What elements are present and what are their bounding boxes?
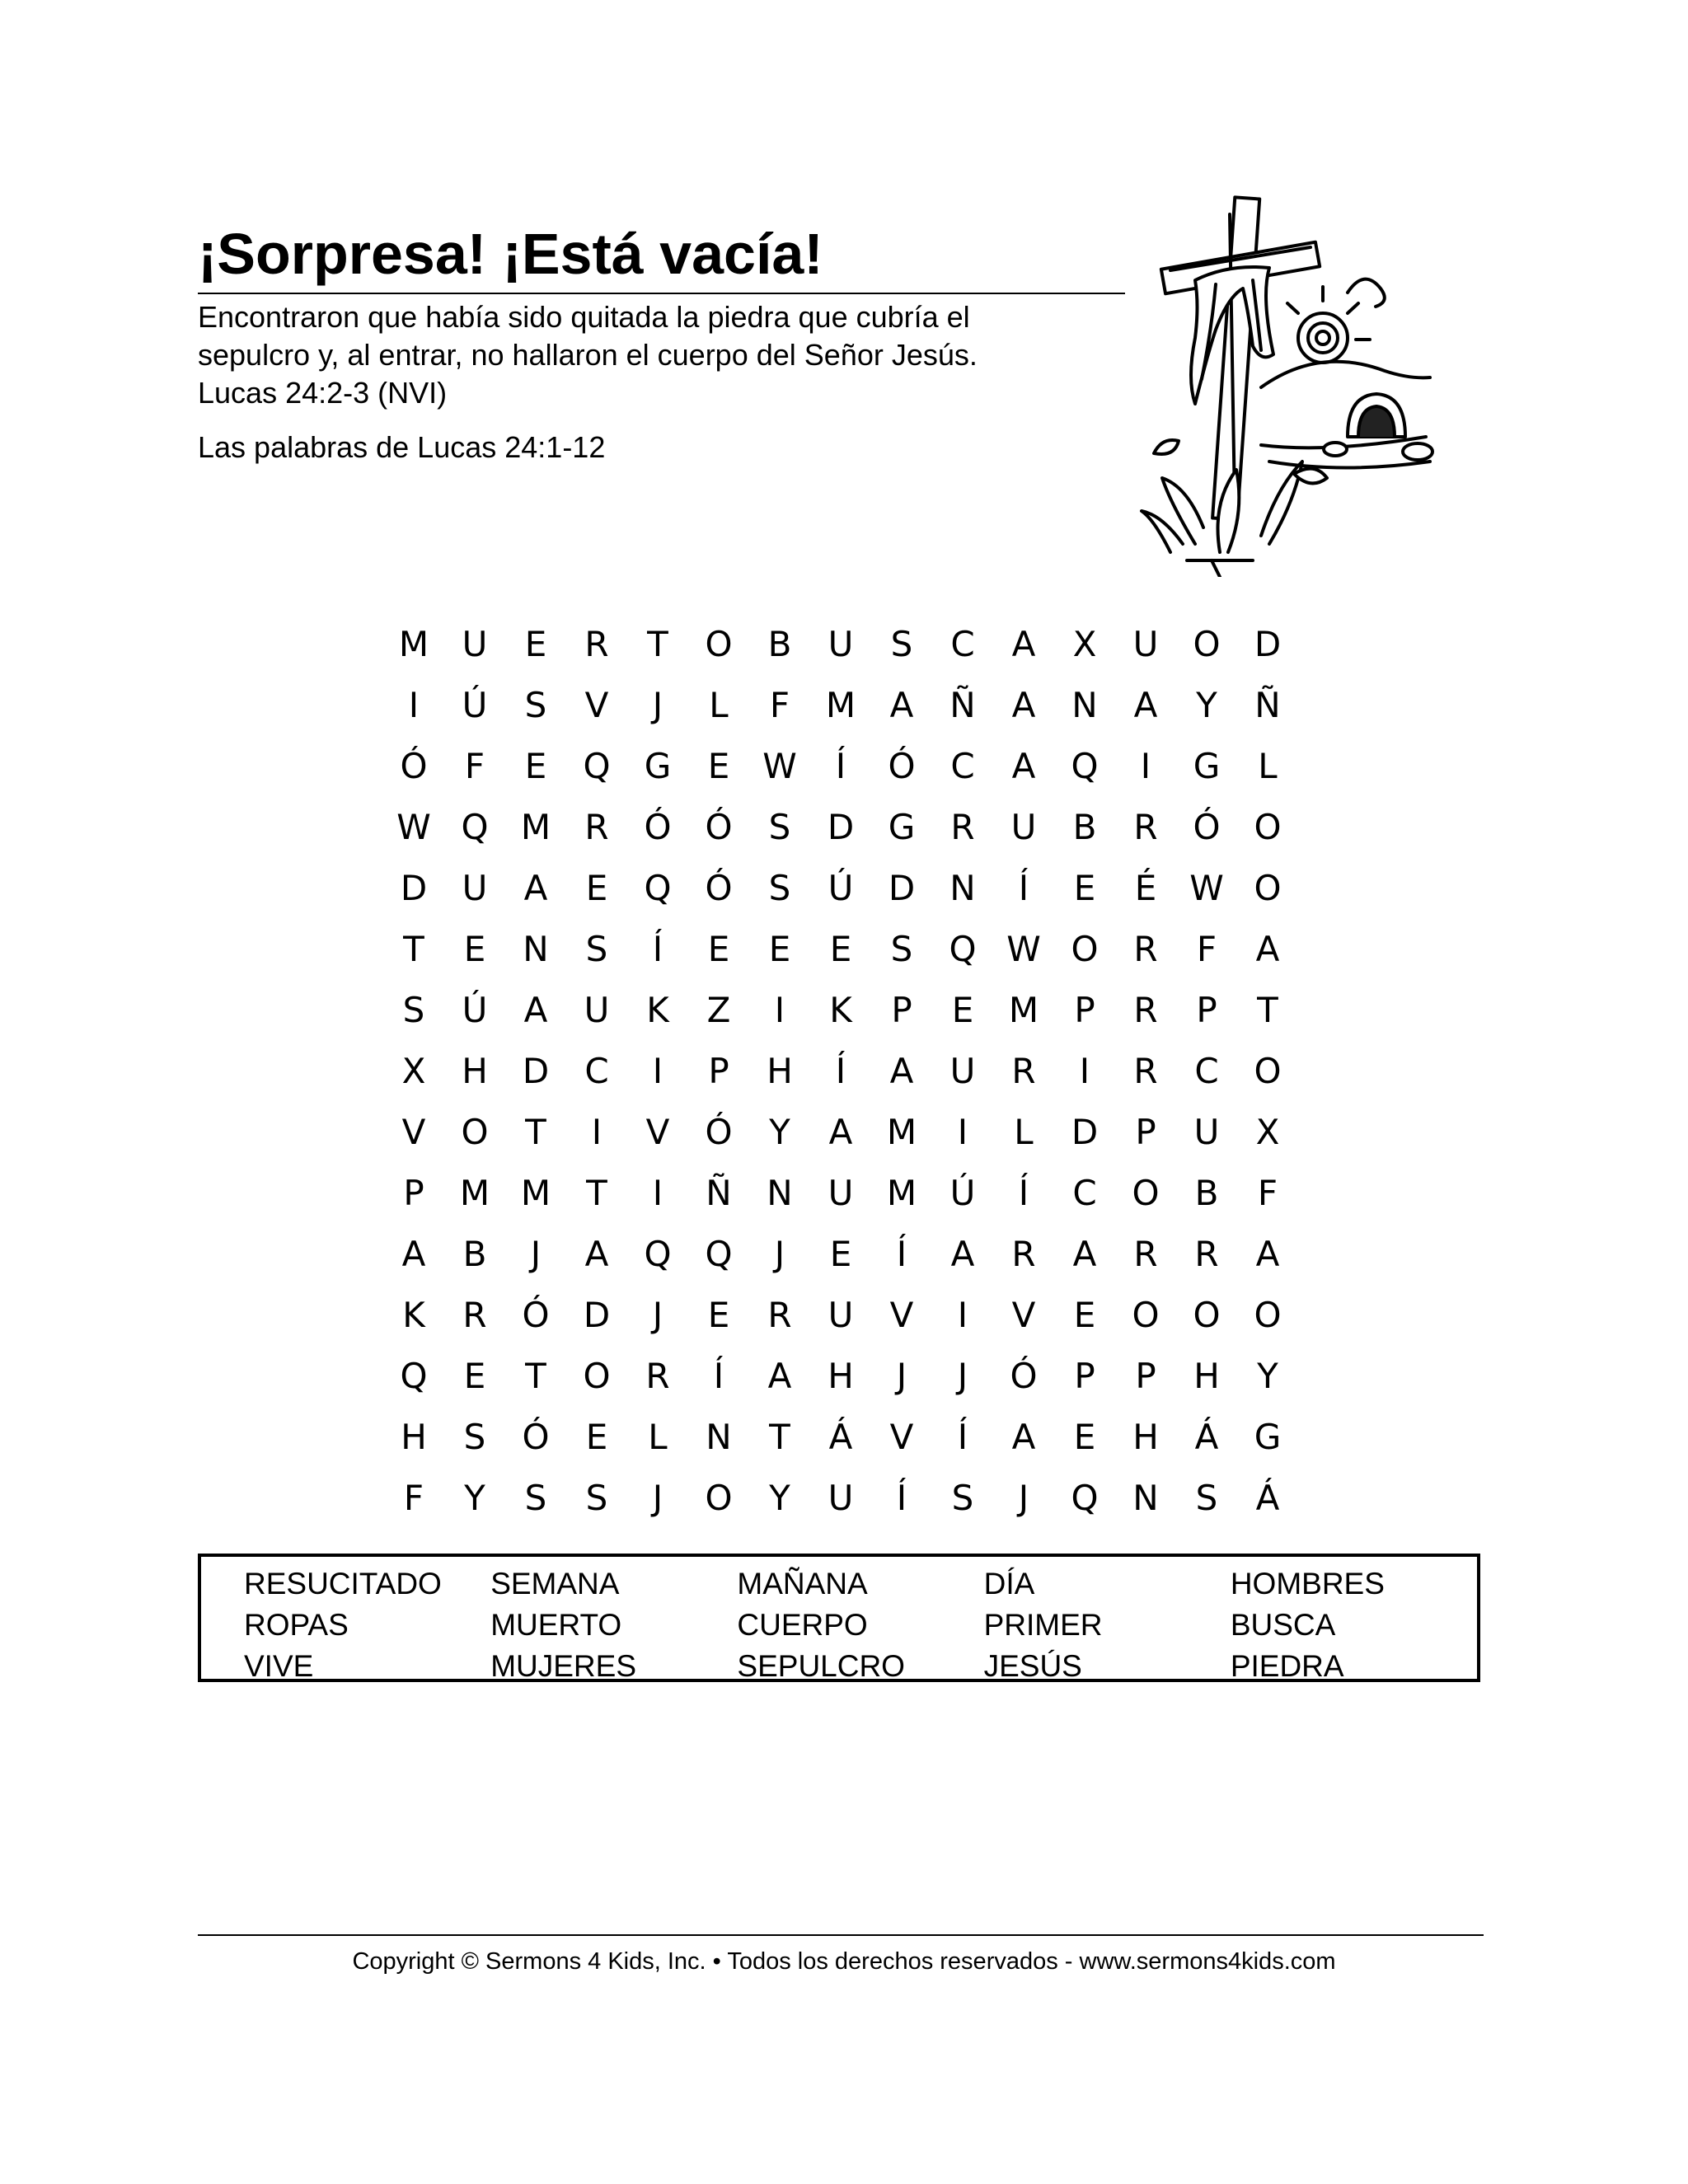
grid-letter[interactable]: E <box>585 868 608 908</box>
grid-letter[interactable]: A <box>828 1112 853 1152</box>
grid-letter[interactable]: D <box>888 868 916 908</box>
grid-letter[interactable]: O <box>1254 1295 1282 1335</box>
grid-letter[interactable]: I <box>652 1173 663 1213</box>
grid-letter[interactable]: Ó <box>705 807 733 847</box>
grid-letter[interactable]: Y <box>769 1112 790 1152</box>
grid-letter[interactable]: I <box>1140 746 1151 786</box>
grid-letter[interactable]: F <box>769 685 790 725</box>
grid-letter[interactable]: N <box>523 929 549 969</box>
grid-letter[interactable]: M <box>398 624 429 664</box>
grid-letter[interactable]: Z <box>706 990 731 1030</box>
grid-letter[interactable]: S <box>951 1478 974 1518</box>
grid-letter[interactable]: Ó <box>1193 807 1221 847</box>
grid-letter[interactable]: W <box>396 807 431 847</box>
grid-letter[interactable]: Y <box>1196 685 1217 725</box>
grid-letter[interactable]: O <box>1132 1295 1160 1335</box>
grid-letter[interactable]: N <box>706 1417 732 1457</box>
grid-letter[interactable]: Í <box>896 1234 907 1274</box>
word-bank-word: SEPULCRO <box>737 1649 905 1683</box>
grid-letter[interactable]: E <box>707 1295 730 1335</box>
grid-letter[interactable]: R <box>584 807 609 847</box>
grid-letter[interactable]: B <box>1072 807 1097 847</box>
grid-letter[interactable]: X <box>1255 1112 1280 1152</box>
grid-letter[interactable]: F <box>1257 1173 1278 1213</box>
grid-letter[interactable]: Í <box>652 929 663 969</box>
grid-letter[interactable]: B <box>767 624 792 664</box>
grid-letter[interactable]: Ñ <box>950 685 976 725</box>
grid-letter[interactable]: Í <box>835 746 846 786</box>
page-title: ¡Sorpresa! ¡Está vacía! <box>198 222 823 286</box>
grid-letter[interactable]: M <box>886 1112 917 1152</box>
grid-letter[interactable]: V <box>401 1112 426 1152</box>
word-bank-word: ROPAS <box>244 1608 349 1642</box>
grid-letter[interactable]: Á <box>828 1417 853 1457</box>
grid-letter[interactable]: H <box>462 1051 488 1091</box>
word-bank-word: MUJERES <box>490 1649 637 1683</box>
grid-letter[interactable]: L <box>648 1417 668 1457</box>
grid-letter[interactable]: T <box>647 624 668 664</box>
grid-letter[interactable]: N <box>767 1173 793 1213</box>
grid-letter[interactable]: A <box>1072 1234 1097 1274</box>
grid-letter[interactable]: A <box>1011 1417 1036 1457</box>
grid-letter[interactable]: W <box>1006 929 1041 969</box>
grid-letter[interactable]: Q <box>400 1356 428 1396</box>
grid-letter[interactable]: E <box>829 929 852 969</box>
grid-letter[interactable]: R <box>584 624 609 664</box>
grid-letter[interactable]: S <box>463 1417 486 1457</box>
grid-letter[interactable]: E <box>829 1234 852 1274</box>
grid-letter[interactable]: R <box>1133 929 1158 969</box>
grid-letter[interactable]: C <box>1072 1173 1097 1213</box>
grid-letter[interactable]: Ó <box>522 1417 550 1457</box>
grid-letter[interactable]: A <box>767 1356 792 1396</box>
grid-letter[interactable]: Q <box>461 807 489 847</box>
grid-row <box>383 1468 1323 1529</box>
grid-letter[interactable]: F <box>1196 929 1217 969</box>
grid-letter[interactable]: P <box>1135 1356 1156 1396</box>
grid-letter[interactable]: K <box>646 990 669 1030</box>
grid-letter[interactable]: T <box>586 1173 607 1213</box>
grid-letter[interactable]: L <box>1258 746 1278 786</box>
grid-row <box>383 1346 1323 1407</box>
grid-letter[interactable]: A <box>1011 746 1036 786</box>
word-search-grid <box>383 614 1323 1529</box>
grid-letter[interactable]: P <box>891 990 912 1030</box>
bible-verse <box>198 298 1129 412</box>
grid-letter[interactable]: R <box>950 807 975 847</box>
grid-letter[interactable]: H <box>1193 1356 1220 1396</box>
grid-letter[interactable]: S <box>768 868 791 908</box>
grid-letter[interactable]: Í <box>835 1051 846 1091</box>
grid-letter[interactable]: U <box>1010 807 1037 847</box>
grid-letter[interactable]: R <box>767 1295 792 1335</box>
grid-letter[interactable]: Í <box>1018 868 1029 908</box>
grid-letter[interactable]: J <box>530 1234 542 1274</box>
grid-letter[interactable]: R <box>1133 990 1158 1030</box>
grid-letter[interactable]: Q <box>583 746 611 786</box>
grid-letter[interactable]: D <box>583 1295 611 1335</box>
grid-letter[interactable]: A <box>1011 624 1036 664</box>
grid-letter[interactable]: A <box>401 1234 426 1274</box>
grid-letter[interactable]: F <box>464 746 485 786</box>
grid-letter[interactable]: S <box>768 807 791 847</box>
grid-letter[interactable]: A <box>889 1051 914 1091</box>
grid-row <box>383 1102 1323 1163</box>
grid-row <box>383 1285 1323 1346</box>
grid-letter[interactable]: U <box>828 624 854 664</box>
grid-letter[interactable]: I <box>774 990 785 1030</box>
grid-letter[interactable]: J <box>896 1356 907 1396</box>
grid-letter[interactable]: J <box>1018 1478 1029 1518</box>
grid-letter[interactable]: S <box>1195 1478 1218 1518</box>
grid-letter[interactable]: U <box>462 624 488 664</box>
grid-letter[interactable]: I <box>957 1295 968 1335</box>
grid-row <box>383 797 1323 858</box>
grid-letter[interactable]: Ó <box>1010 1356 1038 1396</box>
grid-letter[interactable]: T <box>525 1356 546 1396</box>
grid-letter[interactable]: O <box>461 1112 489 1152</box>
grid-letter[interactable]: B <box>1194 1173 1219 1213</box>
grid-letter[interactable]: P <box>1135 1112 1156 1152</box>
word-bank <box>198 1554 1480 1682</box>
grid-letter[interactable]: I <box>957 1112 968 1152</box>
grid-letter[interactable]: Ñ <box>706 1173 732 1213</box>
grid-letter[interactable]: D <box>522 1051 550 1091</box>
word-bank-word: PRIMER <box>983 1608 1103 1642</box>
grid-row <box>383 980 1323 1041</box>
grid-letter[interactable]: M <box>1008 990 1039 1030</box>
grid-letter[interactable]: E <box>1073 868 1096 908</box>
grid-letter[interactable]: C <box>950 746 975 786</box>
grid-letter[interactable]: J <box>957 1356 968 1396</box>
word-bank-row <box>244 1646 1477 1687</box>
grid-letter[interactable]: A <box>950 1234 975 1274</box>
grid-letter[interactable]: O <box>1254 807 1282 847</box>
grid-letter[interactable]: H <box>401 1417 427 1457</box>
grid-letter[interactable]: I <box>408 685 420 725</box>
grid-letter[interactable]: Ú <box>828 868 854 908</box>
verse-line: Encontraron que había sido quitada la piedra que cubría el <box>198 300 970 334</box>
grid-letter[interactable]: G <box>1254 1417 1282 1457</box>
grid-letter[interactable]: M <box>520 1173 551 1213</box>
grid-letter[interactable]: G <box>888 807 916 847</box>
grid-letter[interactable]: R <box>1133 1051 1158 1091</box>
grid-letter[interactable]: D <box>827 807 855 847</box>
grid-letter[interactable]: A <box>523 990 548 1030</box>
grid-letter[interactable]: K <box>402 1295 425 1335</box>
grid-letter[interactable]: H <box>828 1356 854 1396</box>
grid-letter[interactable]: V <box>889 1417 914 1457</box>
grid-letter[interactable]: U <box>828 1478 854 1518</box>
grid-row <box>383 1407 1323 1468</box>
grid-row <box>383 1041 1323 1102</box>
word-bank-row <box>244 1605 1477 1646</box>
grid-letter[interactable]: Y <box>769 1478 790 1518</box>
grid-letter[interactable]: Í <box>957 1417 968 1457</box>
grid-letter[interactable]: Ú <box>462 685 488 725</box>
grid-letter[interactable]: T <box>769 1417 790 1457</box>
grid-letter[interactable]: O <box>583 1356 611 1396</box>
grid-letter[interactable]: P <box>708 1051 729 1091</box>
grid-letter[interactable]: S <box>524 685 547 725</box>
grid-letter[interactable]: S <box>585 1478 608 1518</box>
word-bank-word: DÍA <box>983 1567 1035 1601</box>
word-bank-word: MUERTO <box>490 1608 622 1642</box>
grid-letter[interactable]: E <box>585 1417 608 1457</box>
grid-letter[interactable]: N <box>950 868 976 908</box>
word-bank-word: RESUCITADO <box>244 1567 442 1601</box>
title-divider <box>198 293 1125 294</box>
grid-letter[interactable]: Á <box>1255 1478 1280 1518</box>
grid-letter[interactable]: Ó <box>705 1112 733 1152</box>
grid-letter[interactable]: R <box>1194 1234 1219 1274</box>
grid-letter[interactable]: A <box>1133 685 1158 725</box>
grid-letter[interactable]: G <box>1193 746 1221 786</box>
grid-letter[interactable]: Q <box>949 929 977 969</box>
grid-letter[interactable]: A <box>1255 1234 1280 1274</box>
grid-letter[interactable]: T <box>403 929 424 969</box>
grid-letter[interactable]: H <box>767 1051 793 1091</box>
grid-letter[interactable]: Í <box>896 1478 907 1518</box>
grid-letter[interactable]: I <box>1079 1051 1090 1091</box>
grid-letter[interactable]: U <box>828 1295 854 1335</box>
grid-letter[interactable]: L <box>709 685 729 725</box>
grid-letter[interactable]: P <box>403 1173 424 1213</box>
grid-letter[interactable]: Y <box>464 1478 485 1518</box>
grid-letter[interactable]: M <box>459 1173 490 1213</box>
grid-letter[interactable]: J <box>652 685 663 725</box>
copyright-footer: Copyright © Sermons 4 Kids, Inc. • Todos los derechos reservados - www.sermons4kids.com <box>352 1948 1336 1975</box>
grid-letter[interactable]: N <box>1071 685 1098 725</box>
grid-letter[interactable]: O <box>1254 868 1282 908</box>
grid-letter[interactable]: O <box>1193 1295 1221 1335</box>
scripture-subtitle: Las palabras de Lucas 24:1-12 <box>198 430 606 464</box>
word-bank-word: BUSCA <box>1230 1608 1336 1642</box>
grid-letter[interactable]: D <box>400 868 428 908</box>
grid-letter[interactable]: E <box>707 746 730 786</box>
grid-letter[interactable]: Q <box>1071 746 1099 786</box>
footer-divider <box>198 1934 1484 1936</box>
grid-letter[interactable]: R <box>1133 807 1158 847</box>
grid-letter[interactable]: V <box>645 1112 670 1152</box>
grid-letter[interactable]: S <box>890 929 913 969</box>
grid-letter[interactable]: Á <box>1194 1417 1219 1457</box>
grid-letter[interactable]: A <box>523 868 548 908</box>
grid-letter[interactable]: E <box>768 929 791 969</box>
grid-letter[interactable]: C <box>584 1051 609 1091</box>
grid-letter[interactable]: S <box>890 624 913 664</box>
grid-letter[interactable]: D <box>1254 624 1282 664</box>
grid-letter[interactable]: I <box>591 1112 603 1152</box>
grid-letter[interactable]: R <box>462 1295 487 1335</box>
grid-letter[interactable]: U <box>462 868 488 908</box>
grid-row <box>383 614 1323 675</box>
grid-letter[interactable]: Ó <box>888 746 916 786</box>
grid-letter[interactable]: T <box>525 1112 546 1152</box>
grid-letter[interactable]: N <box>1132 1478 1159 1518</box>
grid-letter[interactable]: F <box>403 1478 424 1518</box>
grid-letter[interactable]: U <box>1193 1112 1220 1152</box>
grid-letter[interactable]: Ó <box>705 868 733 908</box>
grid-letter[interactable]: C <box>950 624 975 664</box>
grid-letter[interactable]: A <box>889 685 914 725</box>
verse-reference: Lucas 24:2-3 (NVI) <box>198 376 448 410</box>
grid-letter[interactable]: É <box>1134 868 1157 908</box>
grid-letter[interactable]: O <box>1193 624 1221 664</box>
grid-letter[interactable]: E <box>707 929 730 969</box>
grid-letter[interactable]: Í <box>1018 1173 1029 1213</box>
grid-letter[interactable]: M <box>520 807 551 847</box>
grid-letter[interactable]: Ó <box>400 746 428 786</box>
grid-letter[interactable]: R <box>645 1356 670 1396</box>
grid-letter[interactable]: Y <box>1257 1356 1278 1396</box>
grid-letter[interactable]: Q <box>644 868 672 908</box>
grid-letter[interactable]: P <box>1196 990 1217 1030</box>
word-bank-word: SEMANA <box>490 1567 620 1601</box>
grid-letter[interactable]: Q <box>644 1234 672 1274</box>
grid-letter[interactable]: Ñ <box>1254 685 1281 725</box>
grid-letter[interactable]: G <box>644 746 672 786</box>
grid-letter[interactable]: W <box>762 746 797 786</box>
word-bank-row <box>244 1563 1477 1605</box>
grid-letter[interactable]: A <box>1255 929 1280 969</box>
grid-letter[interactable]: U <box>584 990 610 1030</box>
word-bank-word: CUERPO <box>737 1608 868 1642</box>
grid-letter[interactable]: R <box>1011 1051 1036 1091</box>
grid-letter[interactable]: S <box>524 1478 547 1518</box>
word-bank-word: JESÚS <box>983 1649 1082 1683</box>
grid-letter[interactable]: E <box>1073 1417 1096 1457</box>
grid-letter[interactable]: M <box>886 1173 917 1213</box>
grid-letter[interactable]: B <box>462 1234 487 1274</box>
grid-letter[interactable]: U <box>1132 624 1159 664</box>
word-bank-word: VIVE <box>244 1649 314 1683</box>
grid-letter[interactable]: C <box>1194 1051 1219 1091</box>
grid-row <box>383 675 1323 736</box>
grid-letter[interactable]: K <box>829 990 852 1030</box>
grid-letter[interactable]: S <box>585 929 608 969</box>
grid-letter[interactable]: R <box>1011 1234 1036 1274</box>
grid-letter[interactable]: V <box>1011 1295 1036 1335</box>
grid-letter[interactable]: E <box>1073 1295 1096 1335</box>
grid-letter[interactable]: V <box>584 685 609 725</box>
grid-letter[interactable]: Ó <box>522 1295 550 1335</box>
grid-letter[interactable]: L <box>1014 1112 1034 1152</box>
grid-letter[interactable]: A <box>1011 685 1036 725</box>
grid-row <box>383 1163 1323 1224</box>
grid-row <box>383 858 1323 919</box>
grid-letter[interactable]: J <box>652 1295 663 1335</box>
verse-line: sepulcro y, al entrar, no hallaron el cuerpo del Señor Jesús. <box>198 338 978 372</box>
grid-letter[interactable]: X <box>1072 624 1097 664</box>
grid-letter[interactable]: I <box>652 1051 663 1091</box>
grid-letter[interactable]: P <box>1074 1356 1095 1396</box>
grid-letter[interactable]: O <box>1132 1173 1160 1213</box>
grid-letter[interactable]: Ú <box>462 990 488 1030</box>
grid-row <box>383 919 1323 980</box>
word-bank-word: PIEDRA <box>1230 1649 1344 1683</box>
grid-letter[interactable]: X <box>401 1051 426 1091</box>
grid-letter[interactable]: Ó <box>644 807 672 847</box>
grid-letter[interactable]: E <box>524 746 547 786</box>
grid-letter[interactable]: E <box>951 990 974 1030</box>
grid-letter[interactable]: O <box>1254 1051 1282 1091</box>
grid-row <box>383 736 1323 797</box>
grid-letter[interactable]: R <box>1133 1234 1158 1274</box>
grid-letter[interactable]: O <box>1071 929 1099 969</box>
grid-letter[interactable]: O <box>705 624 733 664</box>
grid-letter[interactable]: P <box>1074 990 1095 1030</box>
grid-letter[interactable]: D <box>1071 1112 1099 1152</box>
grid-letter[interactable]: E <box>463 929 486 969</box>
cross-and-tomb-illustration <box>1137 190 1434 577</box>
word-bank-word: HOMBRES <box>1230 1567 1385 1601</box>
grid-letter[interactable]: Ú <box>950 1173 976 1213</box>
grid-letter[interactable]: U <box>950 1051 976 1091</box>
grid-letter[interactable]: W <box>1189 868 1224 908</box>
grid-letter[interactable]: E <box>463 1356 486 1396</box>
grid-letter[interactable]: S <box>402 990 425 1030</box>
grid-letter[interactable]: O <box>705 1478 733 1518</box>
word-bank-word: MAÑANA <box>737 1567 868 1601</box>
grid-letter[interactable]: T <box>1257 990 1278 1030</box>
grid-letter[interactable]: Í <box>713 1356 724 1396</box>
grid-row <box>383 1224 1323 1285</box>
grid-letter[interactable]: J <box>652 1478 663 1518</box>
grid-letter[interactable]: M <box>825 685 856 725</box>
grid-letter[interactable]: A <box>584 1234 609 1274</box>
grid-letter[interactable]: U <box>828 1173 854 1213</box>
grid-letter[interactable]: E <box>524 624 547 664</box>
grid-letter[interactable]: Q <box>1071 1478 1099 1518</box>
grid-letter[interactable]: Q <box>705 1234 733 1274</box>
grid-letter[interactable]: H <box>1132 1417 1159 1457</box>
grid-letter[interactable]: J <box>774 1234 785 1274</box>
grid-letter[interactable]: V <box>889 1295 914 1335</box>
